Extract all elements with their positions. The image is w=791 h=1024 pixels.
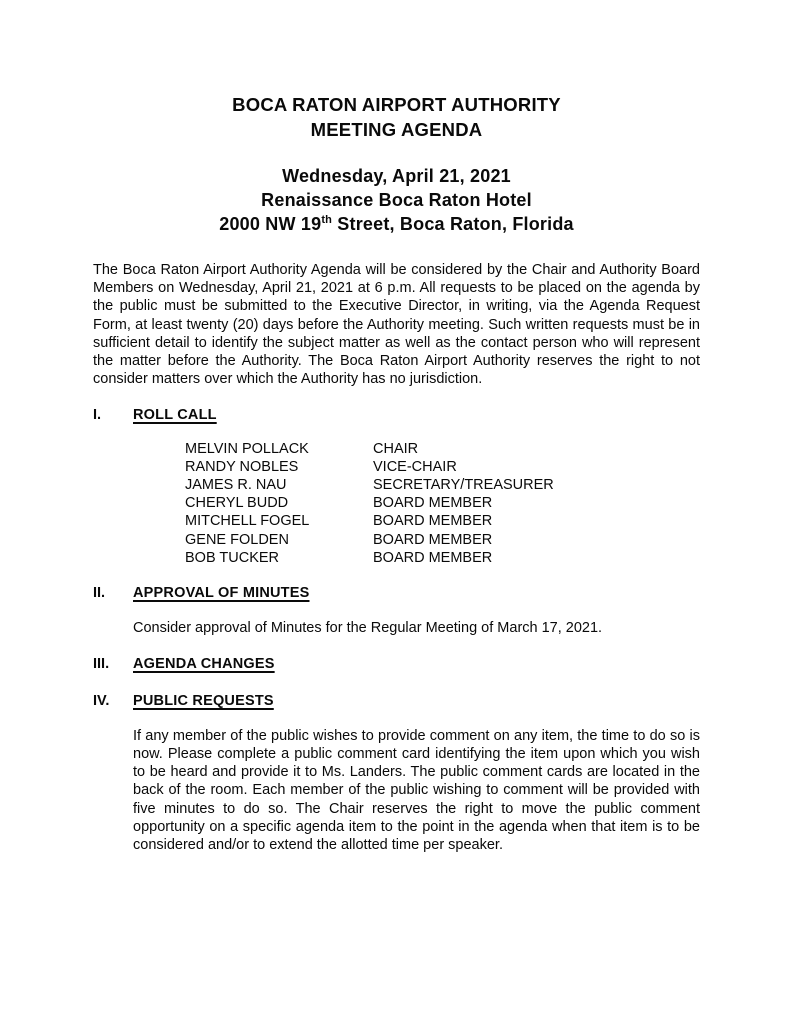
- section-heading: APPROVAL OF MINUTES: [133, 585, 310, 602]
- section-numeral: III.: [93, 656, 110, 673]
- member-title: BOARD MEMBER: [373, 531, 493, 548]
- section-paragraph: If any member of the public wishes to provide comment on any item, the time to do so is now. Please complete a public comment card identifying the item upon which you wish to be heard and provide it to Ms. Landers. The public comment cards are located in the back of the room. Each member of the public wishing to comment will be provided with five minutes to do so. The Chair reserves the right to move the public comment opportunity on a specific agenda item to the point in the agenda when that item is to be considered and/or to extend the allotted time per speaker.: [133, 727, 700, 854]
- section-agenda-changes: [93, 655, 700, 673]
- meeting-venue: Renaissance Boca Raton Hotel: [261, 190, 532, 210]
- roll-call-row: [185, 531, 554, 549]
- section-approval-of-minutes: [93, 584, 700, 637]
- intro-paragraph: The Boca Raton Airport Authority Agenda will be considered by the Chair and Authority Board Members on Wednesday, April 21, 2021 at 6 p.m. All requests to be placed on the agenda by the public must be submitted to the Executive Director, in writing, via the Agenda Request Form, at least twenty (20) days before the Authority meeting. Such written requests must be in sufficient detail to identify the subject matter as well as the contact person who will represent the matter before the Authority. The Boca Raton Airport Authority reserves the right to not consider matters over which the Authority has no jurisdiction.: [93, 262, 700, 388]
- address-prefix: 2000 NW 19: [219, 214, 322, 234]
- member-title: CHAIR: [373, 440, 419, 457]
- roll-call-row: [185, 476, 554, 494]
- section-numeral: I.: [93, 407, 102, 424]
- section-heading-row: [93, 406, 700, 424]
- member-name: GENE FOLDEN: [185, 531, 289, 548]
- member-name: MELVIN POLLACK: [185, 440, 309, 457]
- section-numeral: IV.: [93, 692, 110, 709]
- section-heading: PUBLIC REQUESTS: [133, 692, 274, 709]
- section-heading: AGENDA CHANGES: [133, 656, 275, 673]
- member-title: BOARD MEMBER: [373, 495, 493, 512]
- address-ordinal-superscript: th: [321, 214, 333, 226]
- member-name: CHERYL BUDD: [185, 495, 289, 512]
- roll-call-row: [185, 549, 554, 567]
- section-public-requests: [93, 692, 700, 855]
- member-name: BOB TUCKER: [185, 549, 280, 566]
- roll-call-row: [185, 512, 554, 530]
- member-title: BOARD MEMBER: [373, 513, 493, 530]
- address-suffix: Street, Boca Raton, Florida: [332, 214, 574, 234]
- meeting-info-block: [93, 164, 700, 236]
- member-name: JAMES R. NAU: [185, 477, 287, 494]
- member-title: VICE-CHAIR: [373, 458, 457, 475]
- document-header: [93, 92, 700, 236]
- member-title: SECRETARY/TREASURER: [373, 477, 554, 494]
- section-roll-call: [93, 406, 700, 567]
- meeting-date: Wednesday, April 21, 2021: [282, 166, 511, 186]
- section-paragraph: Consider approval of Minutes for the Regular Meeting of March 17, 2021.: [133, 620, 603, 637]
- roll-call-row: [185, 440, 554, 458]
- member-name: MITCHELL FOGEL: [185, 513, 310, 530]
- section-heading-row: [93, 584, 700, 602]
- roll-call-row: [185, 494, 554, 512]
- section-heading-row: [93, 692, 700, 710]
- document-title-line1: BOCA RATON AIRPORT AUTHORITY: [232, 94, 561, 115]
- section-heading-row: [93, 655, 700, 673]
- document-title-line2: MEETING AGENDA: [310, 119, 483, 140]
- section-heading: ROLL CALL: [133, 407, 217, 424]
- section-numeral: II.: [93, 585, 106, 602]
- roll-call-row: [185, 458, 554, 476]
- roll-call-table: [185, 440, 554, 567]
- member-name: RANDY NOBLES: [185, 458, 299, 475]
- member-title: BOARD MEMBER: [373, 549, 493, 566]
- meeting-address: [93, 212, 700, 236]
